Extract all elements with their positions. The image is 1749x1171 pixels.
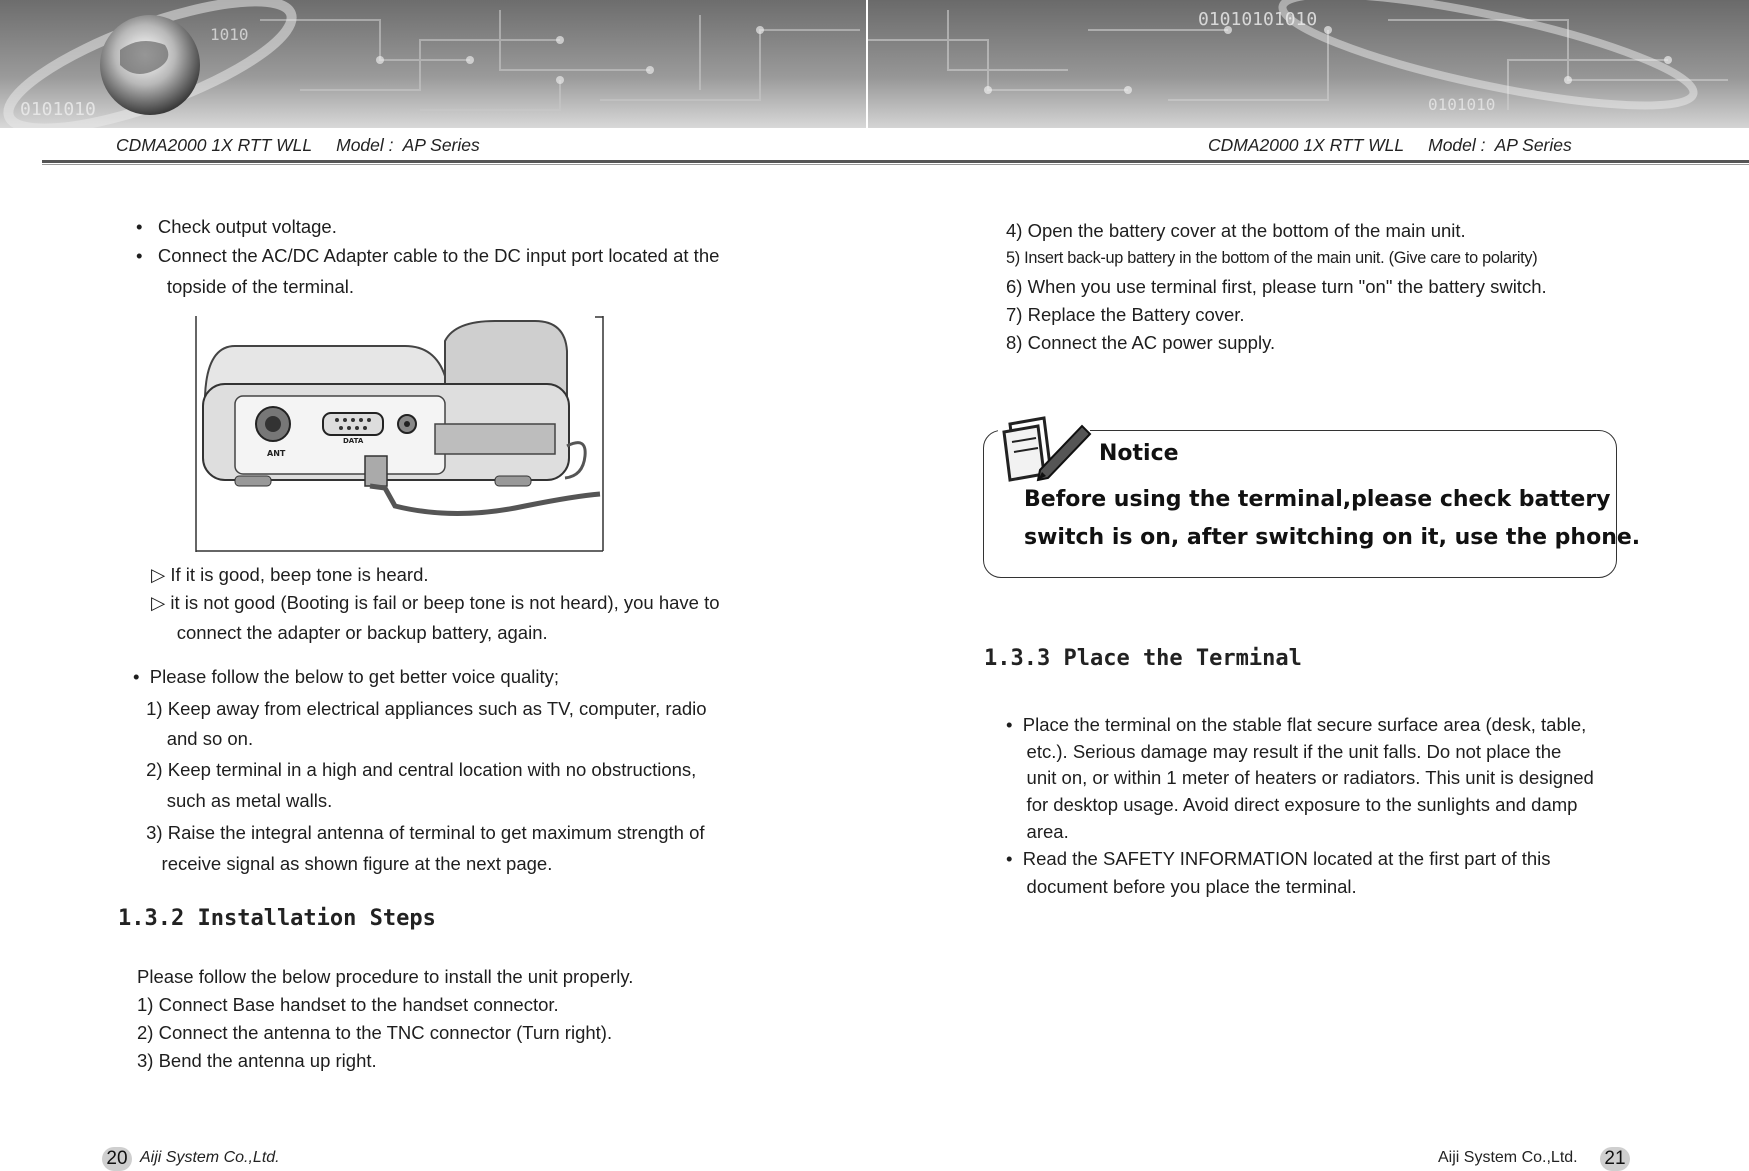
voice-quality-3-cont: receive signal as shown figure at the next page.: [141, 853, 553, 874]
notice-line-1: Before using the terminal,please check battery: [1024, 487, 1611, 512]
svg-text:0101010: 0101010: [20, 99, 96, 120]
bullet-connect-adapter: • Connect the AC/DC Adapter cable to the DC input port located at the: [136, 245, 720, 266]
notice-title: Notice: [1099, 441, 1179, 466]
terminal-rear-figure: [195, 316, 604, 552]
port-label-data: DATA: [343, 437, 364, 445]
circuit-banner-image: [0, 0, 866, 128]
bullet-connect-adapter-cont: topside of the terminal.: [136, 276, 354, 297]
install-intro: Please follow the below procedure to install the unit properly.: [137, 966, 634, 987]
voice-quality-intro: • Please follow the below to get better voice quality;: [133, 666, 560, 687]
section-title-place: 1.3.3 Place the Terminal: [984, 646, 1302, 671]
header-rule-right: [868, 160, 1749, 163]
step-4: 4) Open the battery cover at the bottom of the main unit.: [1006, 220, 1466, 241]
notepad-pencil-icon: [998, 412, 1094, 492]
voice-quality-1: 1) Keep away from electrical appliances such as TV, computer, radio: [141, 698, 707, 719]
step-6: 6) When you use terminal first, please turn "on" the battery switch.: [1006, 276, 1547, 297]
place-line-1: • Place the terminal on the stable flat secure surface area (desk, table,: [1006, 714, 1587, 735]
section-title-installation: 1.3.2 Installation Steps: [118, 906, 436, 931]
footer-company-left: Aiji System Co.,Ltd.: [140, 1149, 280, 1166]
place-line-5: area.: [1006, 821, 1069, 842]
place-line-4: for desktop usage. Avoid direct exposure to the sunlights and damp: [1006, 794, 1578, 815]
place-line-6: • Read the SAFETY INFORMATION located at the first part of this: [1006, 848, 1551, 869]
voice-quality-2: 2) Keep terminal in a high and central location with no obstructions,: [141, 759, 697, 780]
header-title-right: CDMA2000 1X RTT WLL Model : AP Series: [1208, 135, 1572, 155]
check-not-good-cont: connect the adapter or backup battery, again.: [151, 622, 548, 643]
svg-text:1010: 1010: [210, 25, 249, 44]
notice-line-2: switch is on, after switching on it, use the phone.: [1024, 525, 1641, 550]
footer-company-right: Aiji System Co.,Ltd.: [1438, 1149, 1578, 1166]
step-8: 8) Connect the AC power supply.: [1006, 332, 1276, 353]
place-line-7: document before you place the terminal.: [1006, 876, 1357, 897]
install-step-2: 2) Connect the antenna to the TNC connector (Turn right).: [137, 1022, 613, 1043]
header-rule-left-thin: [42, 164, 868, 165]
svg-text:0101010: 0101010: [1428, 95, 1496, 114]
place-line-2: etc.). Serious damage may result if the unit falls. Do not place the: [1006, 741, 1562, 762]
header-title-left: CDMA2000 1X RTT WLL Model : AP Series: [116, 135, 480, 155]
header-banner-left: [0, 0, 866, 128]
check-good: ▷ If it is good, beep tone is heard.: [151, 564, 429, 585]
install-step-1: 1) Connect Base handset to the handset connector.: [137, 994, 559, 1015]
header-banner-right: [868, 0, 1749, 128]
page-number-right: 21: [1600, 1147, 1630, 1171]
voice-quality-1-cont: and so on.: [141, 728, 254, 749]
voice-quality-2-cont: such as metal walls.: [141, 790, 333, 811]
step-5: 5) Insert back-up battery in the bottom of the main unit. (Give care to polarity): [1006, 249, 1538, 267]
place-line-3: unit on, or within 1 meter of heaters or radiators. This unit is designed: [1006, 767, 1594, 788]
header-rule-left: [42, 160, 868, 163]
install-step-3: 3) Bend the antenna up right.: [137, 1050, 377, 1071]
page-number-left: 20: [102, 1147, 132, 1171]
voice-quality-3: 3) Raise the integral antenna of terminal to get maximum strength of: [141, 822, 705, 843]
check-not-good: ▷ it is not good (Booting is fail or beep tone is not heard), you have to: [151, 592, 720, 613]
svg-text:01010101010: 01010101010: [1198, 9, 1318, 30]
header-rule-right-thin: [868, 164, 1749, 165]
port-label-ant: ANT: [267, 449, 286, 458]
circuit-banner-image: [868, 0, 1749, 128]
step-7: 7) Replace the Battery cover.: [1006, 304, 1245, 325]
bullet-check-voltage: • Check output voltage.: [136, 216, 337, 237]
